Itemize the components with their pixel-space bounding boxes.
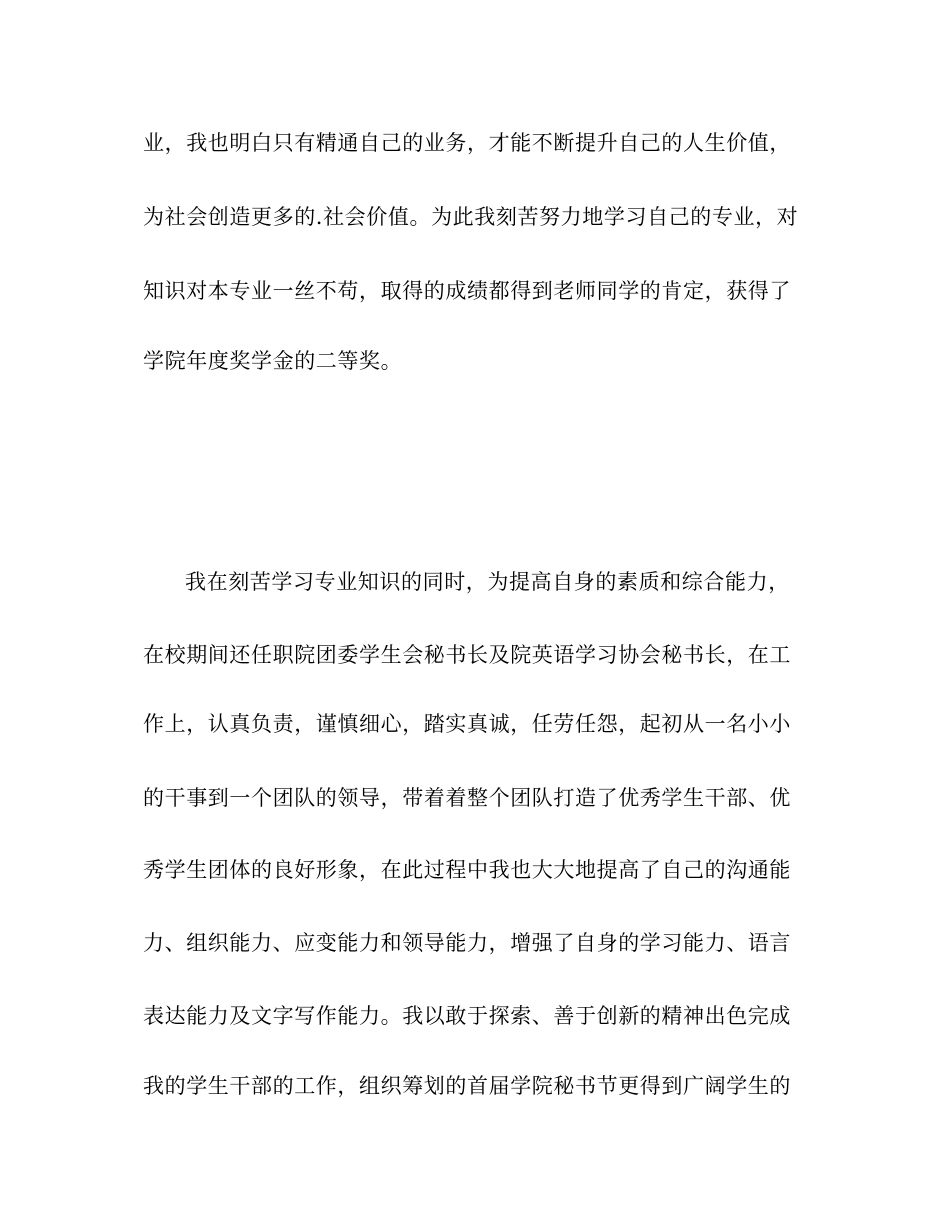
paragraph-line: 表达能力及文字写作能力。我以敢于探索、善于创新的精神出色完成 (143, 1004, 791, 1028)
paragraph-line: 作上，认真负责，谨慎细心，踏实真诚，任劳任怨，起初从一名小小 (143, 712, 791, 736)
paragraph-line: 在校期间还任职院团委学生会秘书长及院英语学习协会秘书长，在工 (143, 643, 791, 667)
paragraph-line: 知识对本专业一丝不苟，取得的成绩都得到老师同学的肯定，获得了 (143, 279, 791, 303)
paragraph-line: 我在刻苦学习专业知识的同时，为提高自身的素质和综合能力， (185, 570, 790, 594)
paragraph-line: 学院年度奖学金的二等奖。 (143, 349, 403, 373)
paragraph-line: 为社会创造更多的.社会价值。为此我刻苦努力地学习自己的专业，对 (143, 205, 799, 229)
paragraph-line: 力、组织能力、应变能力和领导能力，增强了自身的学习能力、语言 (143, 931, 791, 955)
paragraph-line: 秀学生团体的良好形象，在此过程中我也大大地提高了自己的沟通能 (143, 858, 791, 882)
paragraph-line: 的干事到一个团队的领导，带着着整个团队打造了优秀学生干部、优 (143, 786, 791, 810)
paragraph-line: 业，我也明白只有精通自己的业务，才能不断提升自己的人生价值， (143, 131, 791, 155)
paragraph-line: 我的学生干部的工作，组织筹划的首届学院秘书节更得到广阔学生的 (143, 1074, 791, 1098)
